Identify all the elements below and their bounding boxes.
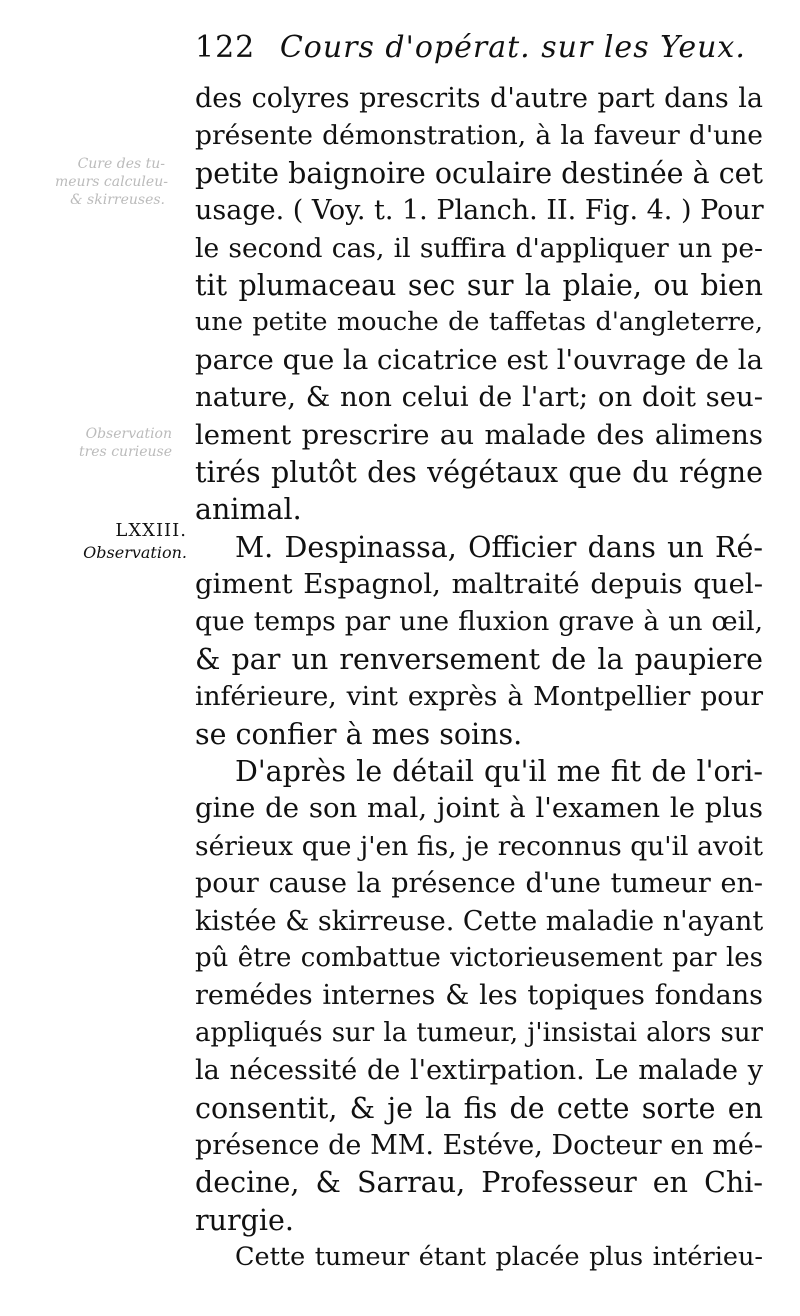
- bleed-line: tres curieuse: [78, 444, 172, 460]
- text-line: des colyres prescrits d'autre part dans la: [195, 83, 763, 114]
- text-line: présence de MM. Estéve, Docteur en mé-: [195, 1129, 763, 1161]
- text-line: Cette tumeur étant placée plus intérieu-: [235, 1242, 763, 1273]
- text-line: animal.: [195, 493, 302, 527]
- text-line: remédes internes & les topiques fondans: [195, 980, 763, 1012]
- text-line: rurgie.: [195, 1203, 294, 1237]
- bleed-line: Cure des tu-: [77, 156, 165, 172]
- text-line: le second cas, il suffira d'appliquer un pe-: [195, 232, 763, 264]
- observation-number: LXXIII.: [115, 520, 187, 541]
- text-line: usage. ( Voy. t. 1. Planch. II. Fig. 4. ) Pour: [195, 195, 764, 227]
- text-line: & par un renversement de la paupiere: [195, 642, 763, 676]
- text-line: D'après le détail qu'il me fit de l'ori-: [235, 755, 763, 789]
- running-title: Cours d'opérat. sur les Yeux.: [279, 30, 746, 65]
- text-line: kistée & skirreuse. Cette maladie n'ayant: [195, 905, 764, 937]
- running-header: [195, 30, 770, 65]
- body-text: [195, 80, 763, 1277]
- text-line: consentit, & je la fis de cette sorte en: [195, 1091, 763, 1125]
- text-line: se confier à mes soins.: [195, 717, 523, 751]
- text-line: tit plumaceau sec sur la plaie, ou bien: [195, 268, 763, 302]
- text-line: gine de son mal, joint à l'examen le plus: [195, 792, 763, 825]
- text-line: parce que la cicatrice est l'ouvrage de la: [195, 343, 763, 376]
- text-line: inférieure, vint exprès à Montpellier pour: [195, 681, 763, 713]
- margin-note: [62, 520, 187, 564]
- bleed-through-note: [62, 425, 172, 461]
- bleed-line: meurs calculeu-: [55, 174, 168, 190]
- text-line: appliqués sur la tumeur, j'insistai alors sur: [195, 1017, 763, 1048]
- text-line: nature, & non celui de l'art; on doit seu-: [195, 381, 763, 414]
- text-line: une petite mouche de taffetas d'angleterre,: [195, 307, 763, 338]
- bleed-line: Observation: [85, 426, 172, 442]
- text-line: M. Despinassa, Officier dans un Ré-: [235, 530, 763, 564]
- text-line: giment Espagnol, maltraité depuis quel-: [195, 568, 763, 601]
- text-line: lement prescrire au malade des alimens: [195, 418, 763, 451]
- bleed-through-note: [55, 155, 168, 209]
- text-line: petite baignoire oculaire destinée à cet: [195, 156, 763, 190]
- text-line: tirés plutôt des végétaux que du régne: [195, 455, 763, 489]
- page-number: 122: [195, 30, 256, 65]
- text-line: sérieux que j'en fis, je reconnus qu'il avoit: [195, 830, 763, 862]
- observation-label: Observation.: [83, 543, 187, 562]
- bleed-line: & skirreuses.: [70, 192, 165, 208]
- text-line: que temps par une fluxion grave à un œil,: [195, 606, 763, 638]
- text-line: pû être combattue victorieusement par les: [195, 942, 763, 973]
- text-line: présente démonstration, à la faveur d'une: [195, 120, 763, 152]
- text-line: la nécessité de l'extirpation. Le malade y: [195, 1055, 763, 1087]
- text-line: decine, & Sarrau, Professeur en Chi-: [195, 1166, 763, 1200]
- text-line: pour cause la présence d'une tumeur en-: [195, 868, 763, 900]
